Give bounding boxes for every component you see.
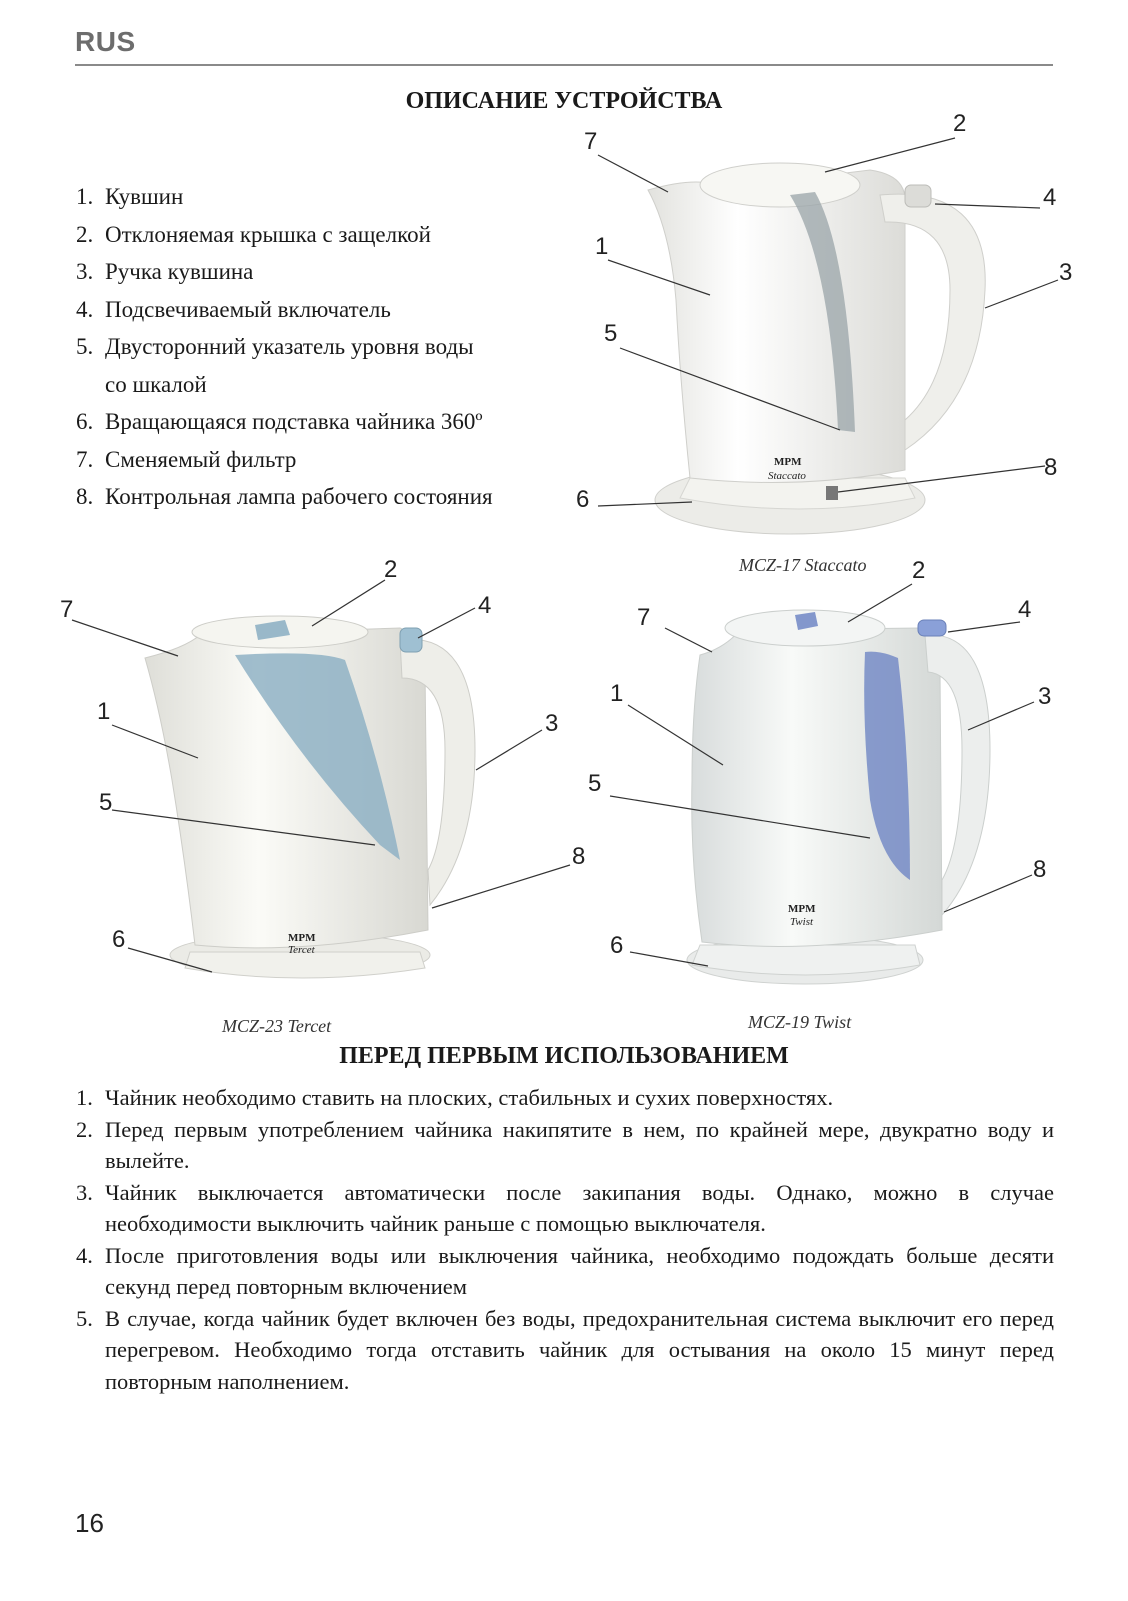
kettle-figure-twist: [580, 557, 1128, 1040]
callout-6-twist: 6: [610, 932, 624, 959]
step-item: 2. Перед первым употреблением чайника накипятите в нем, по крайней мере, двукратно воду и вылейте.: [76, 1116, 1054, 1173]
callout-2-twist: 2: [912, 557, 926, 584]
parts-list-item: 1. Кувшин: [76, 184, 184, 209]
callout-3-tercet: 3: [545, 710, 559, 737]
callout-7-staccato: 7: [584, 128, 598, 155]
kettle-tercet-illustration: [0, 560, 600, 1050]
callout-4-staccato: 4: [1043, 184, 1057, 211]
callout-8-tercet: 8: [572, 843, 586, 870]
parts-list-item: 3. Ручка кувшина: [76, 259, 254, 284]
callout-8-staccato: 8: [1044, 454, 1058, 481]
kettle-model-label: Staccato: [768, 470, 806, 482]
callout-3-twist: 3: [1038, 683, 1052, 710]
callout-3-staccato: 3: [1059, 259, 1073, 286]
kettle-figure-tercet: [0, 556, 600, 1050]
kettle-brand-logo: MPM: [788, 903, 816, 915]
parts-list-item: 7. Сменяемый фильтр: [76, 446, 297, 472]
caption-tercet: MCZ-23 Tercet: [222, 1016, 332, 1036]
callout-2-staccato: 2: [953, 110, 967, 137]
language-label: RUS: [75, 26, 136, 57]
section-title-first-use: ПЕРЕД ПЕРВЫМ ИСПОЛЬЗОВАНИЕМ: [339, 1043, 789, 1069]
kettle-brand-logo: MPM: [288, 932, 316, 944]
kettle-staccato-illustration: [0, 0, 1128, 600]
callout-6-tercet: 6: [112, 926, 126, 953]
callout-5-twist: 5: [588, 770, 602, 797]
kettle-twist-illustration: [580, 560, 1128, 1040]
callout-6-staccato: 6: [576, 486, 590, 513]
kettle-figure-staccato: [0, 0, 1128, 600]
callout-5-tercet: 5: [99, 789, 113, 816]
callout-1-twist: 1: [610, 680, 624, 707]
parts-list-item: 4. Подсвечиваемый включатель: [76, 296, 391, 322]
step-item: 5. В случае, когда чайник будет включен без воды, предохранительная система выключит его перед перегревом. Необходимо тогда отставить чайник для остывания на около 15 минут перед повторным наполнением.: [76, 1305, 1054, 1394]
kettle-model-label: Tercet: [288, 944, 315, 956]
parts-list-item: 6. Вращающаяся подставка чайника 360º: [76, 409, 483, 434]
callout-2-tercet: 2: [384, 556, 398, 583]
kettle-model-label: Twist: [790, 916, 814, 928]
callout-8-twist: 8: [1033, 856, 1047, 883]
caption-staccato: MCZ-17 Staccato: [739, 555, 867, 575]
callout-7-twist: 7: [637, 604, 651, 631]
callout-4-twist: 4: [1018, 596, 1032, 623]
parts-list-item: 5. Двусторонний указатель уровня воды со шкалой: [76, 334, 474, 397]
parts-list-item: 2. Отклоняемая крышка с защелкой: [76, 221, 431, 247]
callout-1-tercet: 1: [97, 698, 111, 725]
caption-twist: MCZ-19 Twist: [748, 1012, 852, 1032]
first-use-steps: [76, 1082, 1054, 1397]
kettle-brand-logo: MPM: [774, 456, 802, 468]
callout-7-tercet: 7: [60, 596, 74, 623]
step-item: 1. Чайник необходимо ставить на плоских, стабильных и сухих поверхностях.: [76, 1085, 834, 1110]
section-title-description: ОПИСАНИЕ УСТРОЙСТВА: [405, 88, 723, 114]
step-item: 4. После приготовления воды или выключения чайника, необходимо подождать больше десяти секунд перед повторным включением: [76, 1242, 1054, 1299]
page-number: 16: [75, 1508, 104, 1538]
parts-list-item: 8. Контрольная лампа рабочего состояния: [76, 484, 493, 509]
callout-1-staccato: 1: [595, 233, 609, 260]
callout-4-tercet: 4: [478, 592, 492, 619]
step-item: 3. Чайник выключается автоматически после закипания воды. Однако, можно в случае необходимости выключить чайник раньше с помощью выключателя.: [76, 1179, 1054, 1236]
callout-5-staccato: 5: [604, 320, 618, 347]
